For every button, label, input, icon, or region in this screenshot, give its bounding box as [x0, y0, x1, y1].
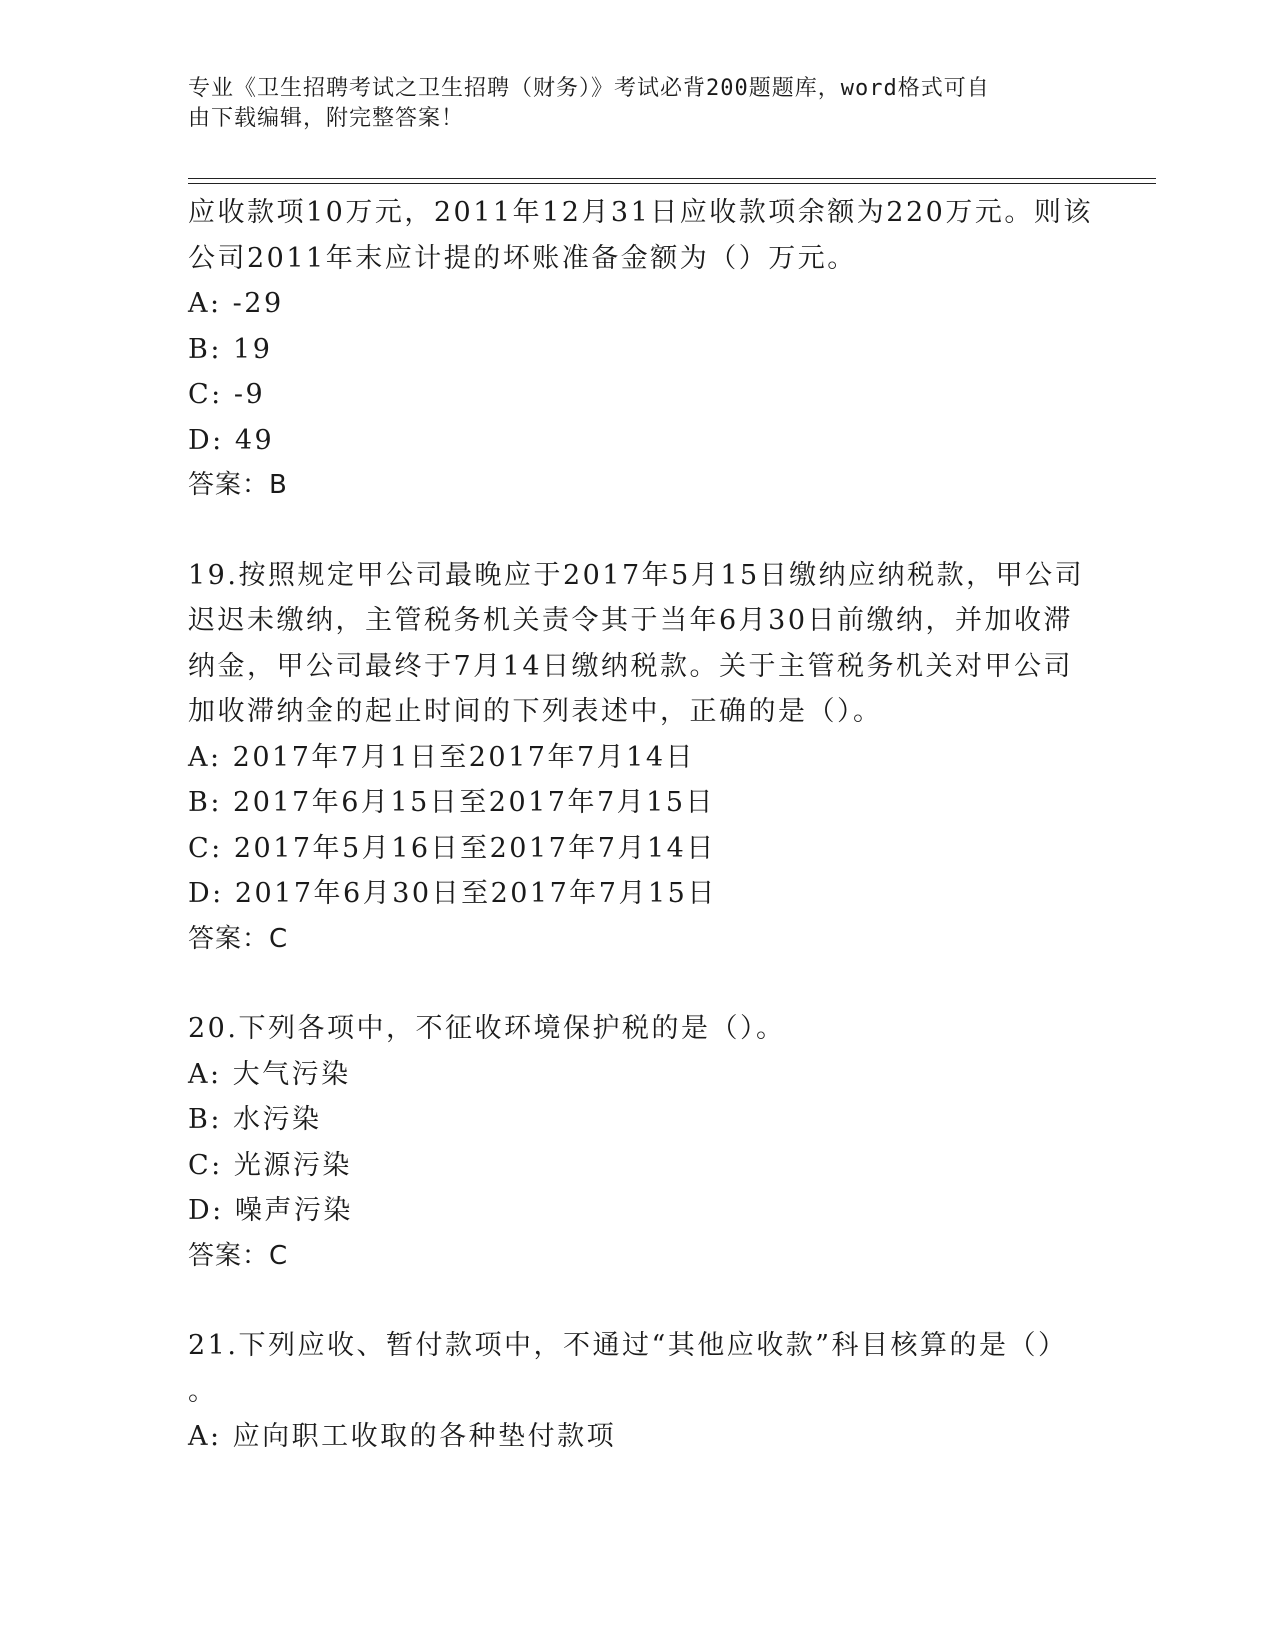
answer-label: 答案：B	[188, 470, 288, 500]
option-c: C: 光源污染	[188, 1149, 352, 1181]
option-d: D: 49	[188, 424, 275, 456]
option-c: C: -9	[188, 379, 266, 410]
option-a: A: 大气污染	[188, 1058, 351, 1090]
question-stem-line: 纳金，甲公司最终于7月14日缴纳税款。关于主管税务机关对甲公司	[188, 650, 1074, 682]
header-divider-top	[188, 178, 1156, 179]
answer-label: 答案：C	[188, 1240, 289, 1271]
header-title-line-2: 由下载编辑，附完整答案！	[188, 106, 465, 131]
question-spacer	[188, 962, 1088, 1006]
question-stem-line: 21.下列应收、暂付款项中，不通过“其他应收款”科目核算的是（）	[188, 1330, 1068, 1361]
option-b: B: 水污染	[188, 1104, 322, 1135]
option-a: A: 应向职工收取的各种垫付款项	[188, 1421, 617, 1452]
option-d: D: 噪声污染	[188, 1195, 353, 1226]
question-spacer	[188, 1279, 1088, 1323]
question-21	[188, 1323, 1088, 1460]
question-20	[188, 1006, 1088, 1279]
option-b: B: 2017年6月15日至2017年7月15日	[188, 787, 716, 818]
question-18	[188, 190, 1093, 509]
question-stem-line: 迟迟未缴纳，主管税务机关责令其于当年6月30日前缴纳，并加收滞	[188, 605, 1074, 636]
option-a: A: 2017年7月1日至2017年7月14日	[188, 741, 695, 773]
header-divider-bottom	[188, 183, 1156, 184]
question-stem-line: 20.下列各项中，不征收环境保护税的是（）。	[188, 1013, 786, 1044]
question-list	[188, 190, 1093, 1460]
question-stem-line: 19.按照规定甲公司最晚应于2017年5月15日缴纳应纳税款，甲公司	[188, 559, 1085, 591]
document-header	[188, 74, 1088, 134]
question-stem-line: 加收滞纳金的起止时间的下列表述中，正确的是（）。	[188, 696, 883, 727]
question-stem-line: 应收款项10万元，2011年12月31日应收款项余额为220万元。则该	[188, 197, 1093, 228]
question-spacer	[188, 509, 1088, 553]
option-a: A: -29	[188, 288, 284, 319]
question-19	[188, 553, 1088, 963]
question-stem-line: 公司2011年末应计提的坏账准备金额为（）万元。	[188, 242, 857, 274]
option-b: B: 19	[188, 333, 273, 365]
option-c: C: 2017年5月16日至2017年7月14日	[188, 832, 716, 864]
question-stem-line: 。	[188, 1375, 218, 1407]
header-title-line-1: 专业《卫生招聘考试之卫生招聘（财务）》考试必背200题题库，word格式可自	[188, 76, 990, 101]
option-d: D: 2017年6月30日至2017年7月15日	[188, 878, 717, 909]
answer-label: 答案：C	[188, 923, 289, 954]
